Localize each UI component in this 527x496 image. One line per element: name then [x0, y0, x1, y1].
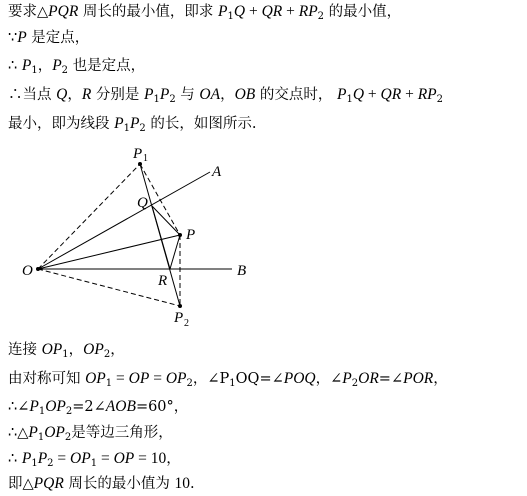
- math-op: OP: [41, 341, 63, 358]
- math-p: P: [336, 86, 347, 103]
- math-p: P: [114, 115, 124, 132]
- because-symbol: ∵: [8, 30, 18, 46]
- math-q: Q: [352, 86, 365, 103]
- text-fragment: ，: [166, 451, 181, 467]
- segment-pr: [170, 235, 180, 269]
- text-fragment: 即△: [8, 476, 34, 492]
- point-p1: [138, 162, 142, 166]
- math-equals: =: [112, 370, 129, 387]
- text-fragment: ，: [37, 58, 53, 74]
- math-oa: OA: [199, 86, 221, 103]
- text-fragment: ，: [110, 342, 125, 358]
- ray-oa: [38, 172, 210, 269]
- math-p: P: [129, 115, 140, 132]
- math-subscript: 1: [31, 458, 38, 469]
- text-fragment: 最小，即为线段: [8, 116, 115, 132]
- text-fragment: =60°，: [135, 399, 189, 415]
- text-fragment: 周长的最小值，即求: [78, 4, 219, 20]
- math-value: 10: [150, 450, 167, 467]
- label-r: R: [158, 273, 168, 289]
- text-fragment: 的长，如图所示.: [145, 116, 257, 132]
- math-equals: =: [97, 450, 114, 467]
- math-pqr: PQR: [48, 3, 79, 20]
- math-equals: =: [134, 450, 151, 467]
- text-fragment: ，: [220, 87, 235, 103]
- math-subscript: 2: [61, 65, 69, 76]
- text-fragment: =∠: [378, 371, 404, 387]
- math-op: OP: [45, 398, 66, 415]
- math-p: P: [159, 86, 170, 103]
- text-fragment: 的交点时，: [255, 87, 337, 103]
- math-op: OP: [83, 341, 104, 358]
- math-subscript: 2: [139, 123, 146, 134]
- geometry-figure: [0, 140, 270, 330]
- label-p: P: [186, 227, 196, 243]
- text-fragment: 周长的最小值为: [63, 476, 175, 492]
- math-subscript: 2: [436, 94, 443, 105]
- text-line-8: [8, 397, 188, 417]
- math-op: OP: [85, 370, 106, 387]
- math-q: Q: [56, 86, 68, 103]
- math-rp: RP: [417, 86, 437, 103]
- label-p1-sub: 1: [143, 153, 148, 164]
- math-subscript: 1: [153, 94, 160, 105]
- math-qr: QR: [380, 86, 402, 103]
- therefore-symbol: ∴: [8, 58, 22, 74]
- math-or: OR: [358, 370, 379, 387]
- text-fragment: 由对称可知: [8, 371, 86, 387]
- math-equals: =: [149, 370, 166, 387]
- label-p2-sub: 2: [184, 318, 189, 329]
- therefore-symbol: ∴: [8, 451, 22, 467]
- math-qr: QR: [261, 3, 283, 20]
- text-line-3: [8, 56, 145, 76]
- math-value: 10: [174, 475, 191, 492]
- math-p: P: [342, 370, 352, 387]
- math-p: P: [52, 57, 62, 74]
- math-subscript: 2: [169, 94, 176, 105]
- label-o: O: [22, 263, 33, 279]
- text-fragment: ，∠: [315, 371, 343, 387]
- text-line-11: [8, 474, 195, 494]
- text-fragment: 与: [175, 87, 200, 103]
- text-fragment: 是定点，: [26, 30, 90, 46]
- math-subscript: 2: [65, 406, 73, 417]
- label-q: Q: [137, 195, 148, 211]
- math-p: P: [17, 29, 27, 46]
- text-fragment: ∴∠: [8, 399, 30, 415]
- math-op: OP: [44, 424, 65, 441]
- text-line-2: [8, 28, 89, 48]
- math-subscript: 2: [103, 349, 111, 360]
- text-fragment: 分别是: [91, 87, 144, 103]
- math-subscript: 1: [227, 11, 234, 22]
- text-line-5: [8, 114, 257, 134]
- math-p: P: [21, 57, 32, 74]
- math-subscript: 1: [37, 432, 45, 443]
- text-fragment: 要求△: [8, 4, 49, 20]
- math-subscript: 2: [317, 11, 325, 22]
- math-subscript: 1: [62, 349, 69, 360]
- math-por: POR: [403, 370, 434, 387]
- text-line-1: [8, 2, 401, 22]
- math-plus: +: [282, 3, 299, 20]
- math-q: Q: [233, 3, 246, 20]
- text-fragment: ，: [67, 87, 82, 103]
- math-aob: AOB: [105, 398, 136, 415]
- math-p: P: [218, 3, 228, 20]
- math-pqr: PQR: [33, 475, 64, 492]
- math-op: OP: [165, 370, 187, 387]
- text-fragment: =∠: [259, 371, 284, 387]
- math-plus: +: [245, 3, 262, 20]
- segment-op: [38, 235, 180, 269]
- math-ob: OB: [234, 86, 256, 103]
- point-o: [36, 267, 40, 271]
- math-subscript: 1: [90, 458, 98, 469]
- math-plus: +: [401, 86, 418, 103]
- math-p: P: [28, 424, 38, 441]
- math-p: P: [29, 398, 39, 415]
- point-p2: [178, 304, 182, 308]
- math-r: R: [81, 86, 92, 103]
- math-subscript: 1: [31, 65, 38, 76]
- math-op: OP: [70, 450, 91, 467]
- math-subscript: 2: [47, 458, 54, 469]
- math-p: P: [21, 450, 32, 467]
- text-line-9: [8, 423, 173, 443]
- text-fragment: ，: [433, 371, 448, 387]
- text-fragment: ∴△: [8, 425, 29, 441]
- math-subscript: 2: [186, 378, 193, 389]
- segment-op1: [38, 164, 140, 269]
- math-equals: =: [53, 450, 71, 467]
- label-p1: P: [133, 146, 143, 162]
- math-subscript: 1: [229, 378, 236, 389]
- math-p: P: [37, 450, 48, 467]
- text-fragment: 的最小值，: [324, 4, 402, 20]
- math-subscript: 1: [38, 406, 46, 417]
- label-b: B: [237, 263, 247, 279]
- math-plus: +: [364, 86, 381, 103]
- math-op: OP: [128, 370, 150, 387]
- text-fragment: .: [190, 476, 195, 492]
- text-fragment: ∴当点: [8, 87, 57, 103]
- math-poq: POQ: [283, 370, 316, 387]
- text-fragment: ，∠: [192, 371, 220, 387]
- math-subscript: 1: [105, 378, 113, 389]
- point-p: [178, 233, 182, 237]
- text-fragment: =2∠: [72, 399, 106, 415]
- math-subscript: 1: [346, 94, 353, 105]
- math-subscript: 2: [64, 432, 72, 443]
- label-a: A: [212, 164, 222, 180]
- math-p: P: [144, 86, 154, 103]
- text-fragment: 连接: [8, 342, 42, 358]
- text-line-10: [8, 449, 181, 469]
- math-rp: RP: [298, 3, 318, 20]
- text-line-6: [8, 340, 125, 360]
- text-fragment: 也是定点，: [68, 58, 146, 74]
- label-p2: P: [174, 310, 184, 326]
- text-line-7: [8, 369, 448, 389]
- math-op: OP: [113, 450, 135, 467]
- math-subscript: 2: [351, 378, 359, 389]
- math-oq: OQ: [235, 371, 260, 387]
- math-p: P: [219, 371, 230, 387]
- text-line-4: [8, 85, 443, 105]
- text-fragment: 是等边三角形，: [71, 425, 173, 441]
- text-fragment: ，: [68, 342, 84, 358]
- math-subscript: 1: [123, 123, 130, 134]
